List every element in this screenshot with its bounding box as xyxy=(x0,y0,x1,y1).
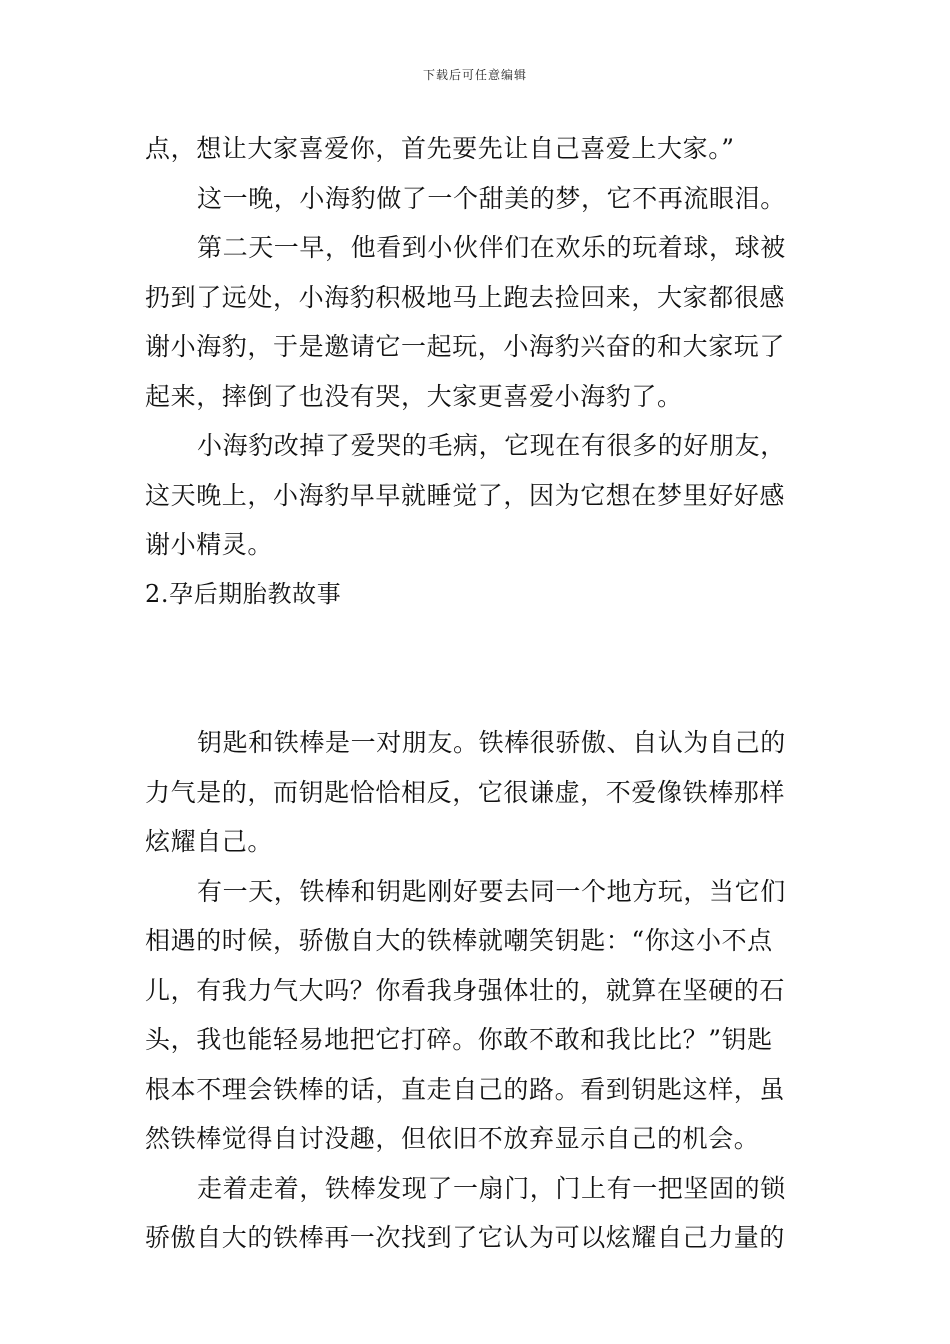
text-line: 这天晚上，小海豹早早就睡觉了，因为它想在梦里好好感 xyxy=(145,480,786,510)
text-line: 儿，有我力气大吗？你看我身强体壮的，就算在坚硬的石 xyxy=(145,975,786,1005)
text-line: 相遇的时候，骄傲自大的铁棒就嘲笑钥匙：“你这小不点 xyxy=(145,926,773,955)
blank-space xyxy=(145,619,810,718)
text-line: 头，我也能轻易地把它打碎。你敢不敢和我比比？”钥匙 xyxy=(145,1025,773,1054)
text-line: 根本不理会铁棒的话，直走自己的路。看到钥匙这样，虽 xyxy=(145,1074,786,1104)
text-line: 谢小精灵。 xyxy=(145,530,274,559)
paragraph-first-line: 第二天一早，他看到小伙伴们在欢乐的玩着球，球被 xyxy=(197,233,786,262)
text-line: 谢小海豹，于是邀请它一起玩，小海豹兴奋的和大家玩了 xyxy=(145,332,786,361)
paragraph-first-line: 钥匙和铁棒是一对朋友。铁棒很骄傲、自认为自己的 xyxy=(197,728,786,757)
document-body xyxy=(145,124,810,1263)
page-header-note: 下载后可任意编辑 xyxy=(422,68,527,82)
text-line: 力气是的，而钥匙恰恰相反，它很谦虚，不爱像铁棒那样 xyxy=(145,777,786,807)
text-line: 然铁棒觉得自讨没趣，但依旧不放弃显示自己的机会。 xyxy=(145,1124,760,1153)
text-line: 起来，摔倒了也没有哭，大家更喜爱小海豹了。 xyxy=(145,381,683,411)
text-line: 骄傲自大的铁棒再一次找到了它认为可以炫耀自己力量的 xyxy=(145,1223,786,1252)
text-line: 点，想让大家喜爱你，首先要先让自己喜爱上大家。” xyxy=(145,134,735,163)
text-line: 炫耀自己。 xyxy=(145,827,274,856)
paragraph-first-line: 走着走着，铁棒发现了一扇门，门上有一把坚固的锁 xyxy=(197,1173,786,1203)
text-line: 扔到了远处，小海豹积极地马上跑去捡回来，大家都很感 xyxy=(145,282,786,312)
paragraph-first-line: 有一天，铁棒和钥匙刚好要去同一个地方玩，当它们 xyxy=(197,876,786,906)
paragraph-first-line: 小海豹改掉了爱哭的毛病，它现在有很多的好朋友， xyxy=(197,431,786,460)
section-heading: 2.孕后期胎教故事 xyxy=(145,579,342,608)
paragraph-first-line: 这一晚，小海豹做了一个甜美的梦，它不再流眼泪。 xyxy=(197,183,786,213)
